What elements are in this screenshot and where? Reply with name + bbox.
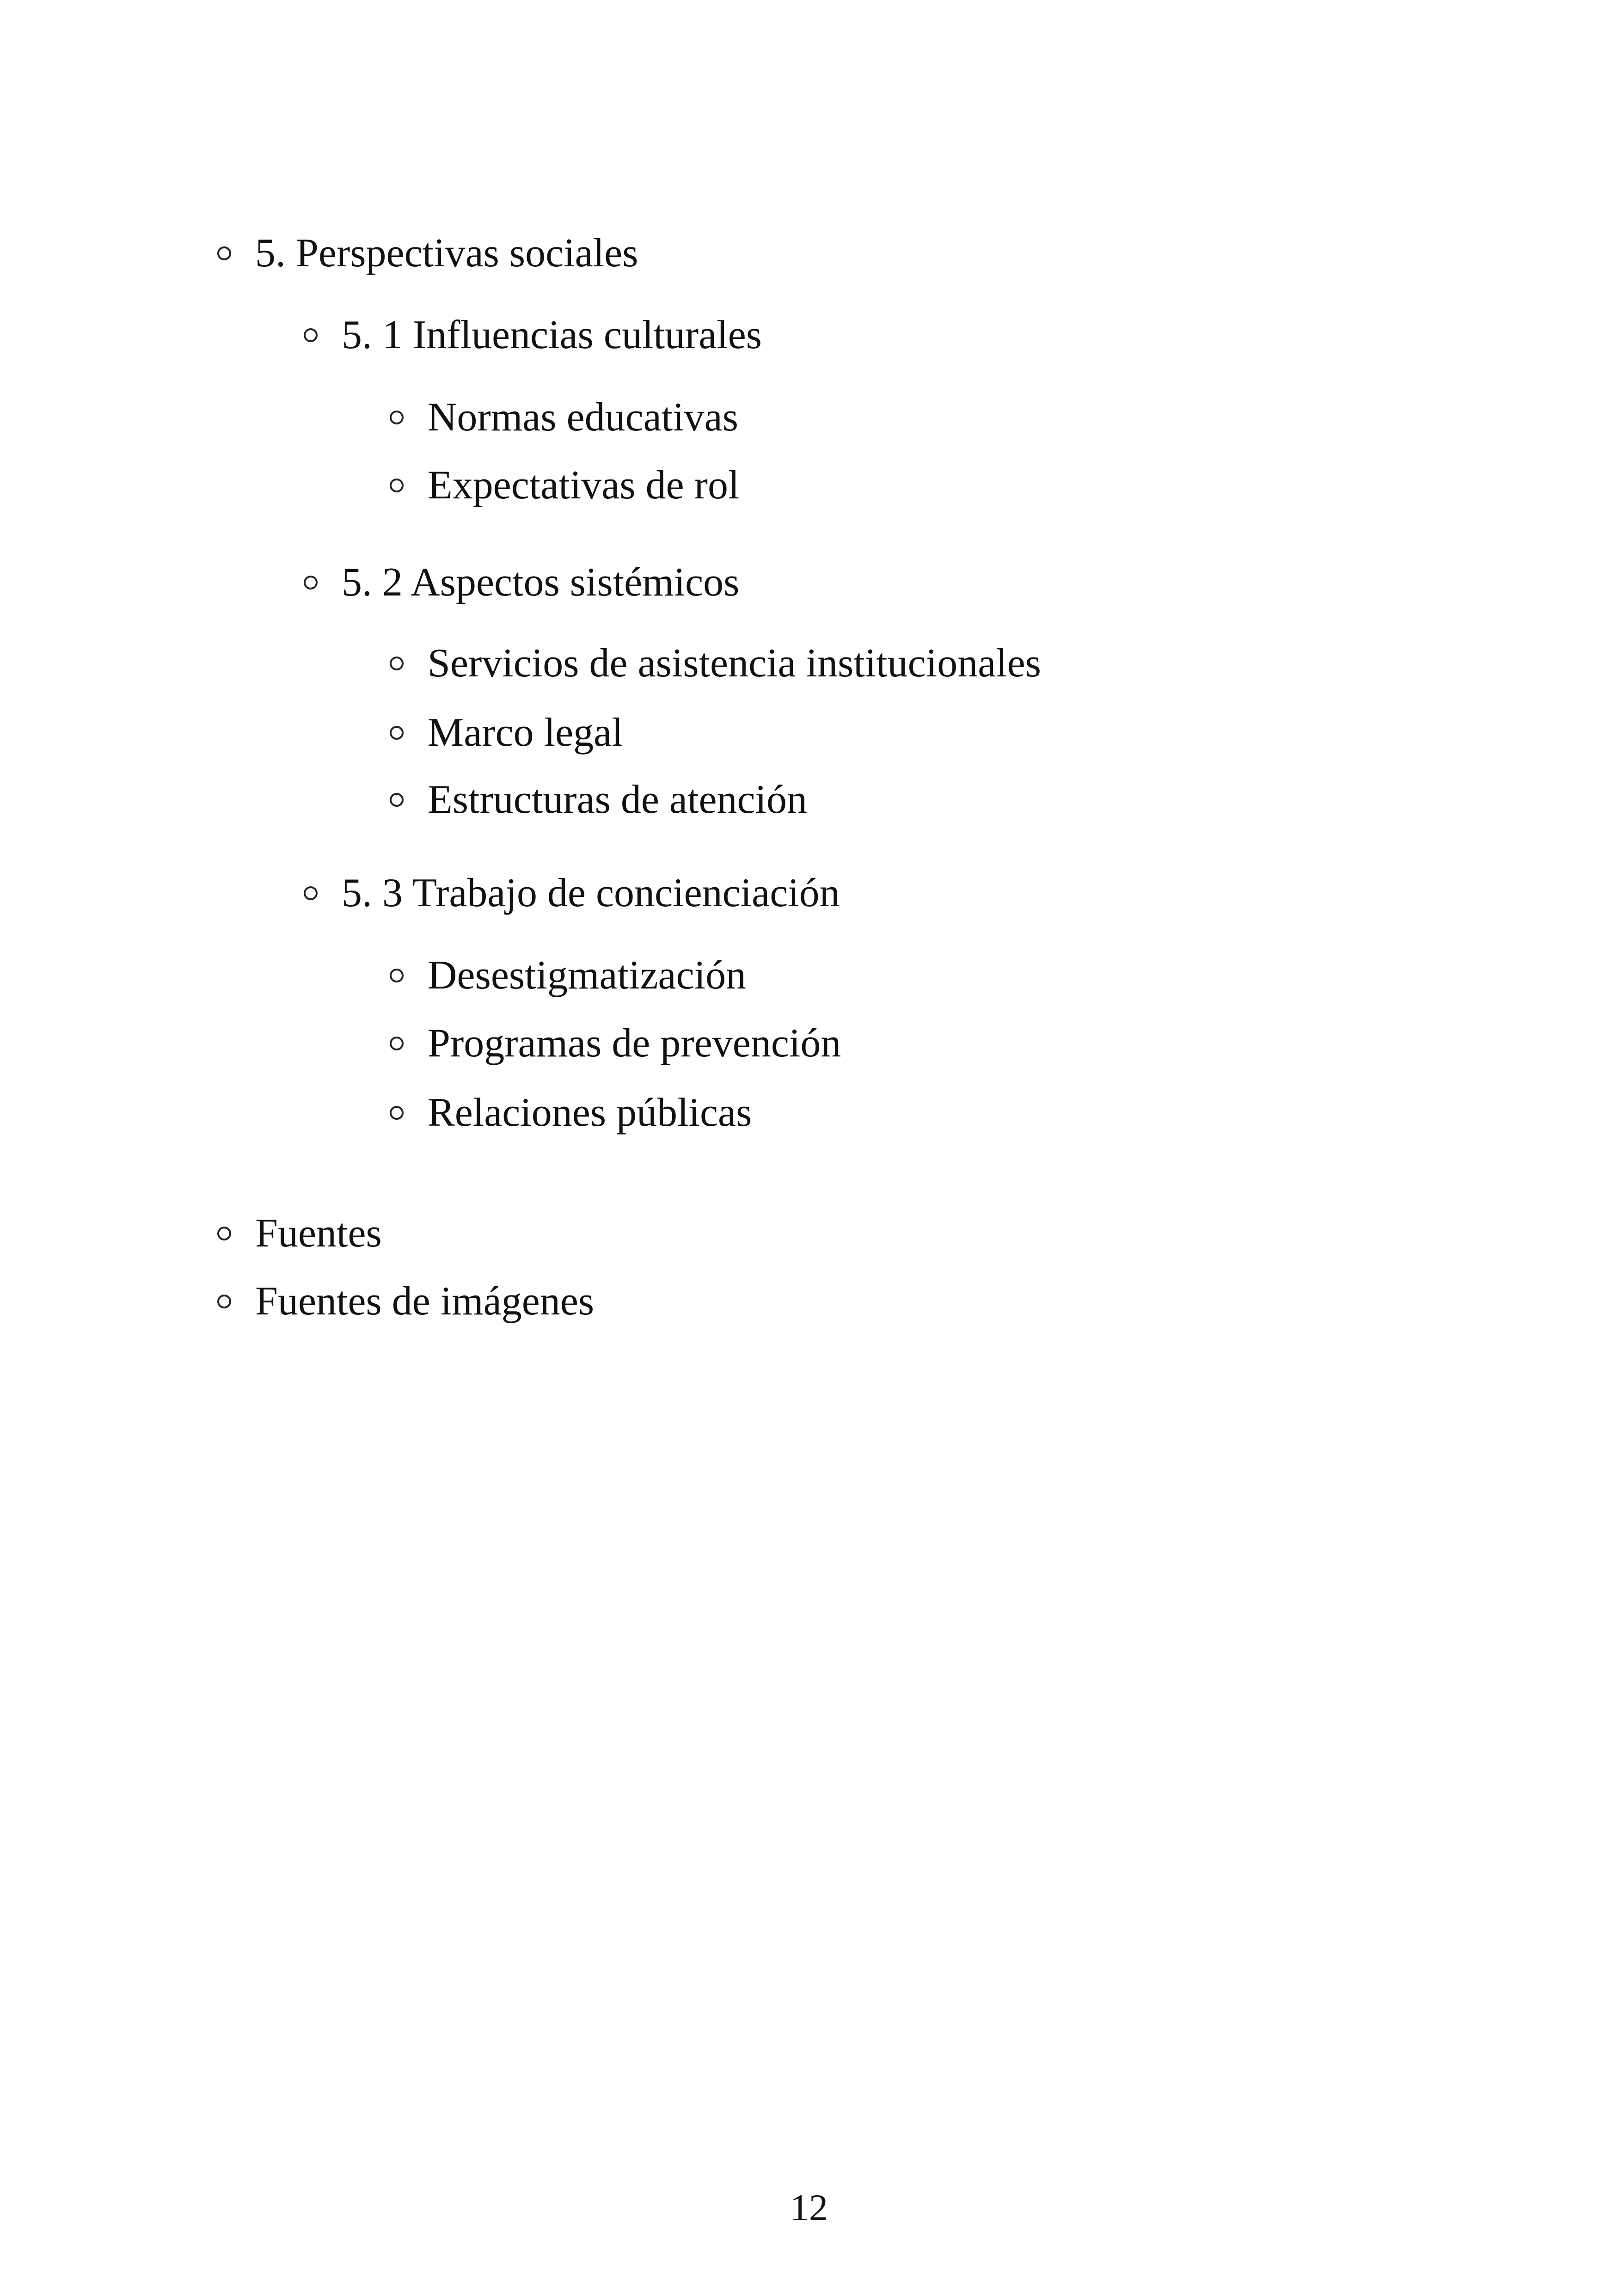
outline-item-perspectivas-sociales[interactable]	[217, 228, 638, 279]
circle-bullet-icon	[304, 576, 318, 589]
outline-item-label: Relaciones públicas	[428, 1090, 752, 1135]
outline-item-estructuras-de-atencion[interactable]	[390, 774, 807, 825]
circle-bullet-icon	[390, 726, 404, 740]
circle-bullet-icon	[304, 328, 318, 342]
outline-item-programas-de-prevencion[interactable]	[390, 1018, 841, 1069]
outline-item-relaciones-publicas[interactable]	[390, 1087, 752, 1138]
outline-item-normas-educativas[interactable]	[390, 392, 738, 443]
outline-item-trabajo-de-concienciacion[interactable]	[304, 868, 840, 919]
outline-item-aspectos-sistemicos[interactable]	[304, 557, 739, 608]
outline-item-label: 5. 3 Trabajo de concienciación	[342, 871, 840, 915]
circle-bullet-icon	[390, 793, 404, 807]
circle-bullet-icon	[390, 969, 404, 982]
outline-item-marco-legal[interactable]	[390, 707, 623, 758]
circle-bullet-icon	[390, 657, 404, 670]
outline-item-label: Fuentes de imágenes	[255, 1279, 594, 1324]
outline-item-label: Servicios de asistencia institucionales	[428, 641, 1042, 686]
outline-item-label: Normas educativas	[428, 395, 738, 440]
circle-bullet-icon	[217, 1227, 231, 1240]
circle-bullet-icon	[217, 246, 231, 260]
outline-item-expectativas-de-rol[interactable]	[390, 460, 739, 511]
circle-bullet-icon	[390, 1037, 404, 1050]
outline-item-fuentes[interactable]	[217, 1208, 382, 1259]
circle-bullet-icon	[390, 411, 404, 424]
outline-item-label: Marco legal	[428, 710, 623, 755]
outline-item-label: 5. 2 Aspectos sistémicos	[342, 560, 740, 605]
outline-item-label: Desestigmatización	[428, 953, 747, 998]
outline-item-label: Fuentes	[255, 1211, 382, 1256]
outline-item-label: 5. 1 Influencias culturales	[342, 313, 762, 357]
outline-item-influencias-culturales[interactable]	[304, 310, 762, 361]
circle-bullet-icon	[217, 1295, 231, 1308]
outline-item-desestigmatizacion[interactable]	[390, 950, 746, 1001]
outline-item-label: Expectativas de rol	[428, 463, 740, 508]
outline-item-label: Programas de prevención	[428, 1021, 841, 1066]
outline-item-servicios-de-asistencia[interactable]	[390, 638, 1041, 689]
circle-bullet-icon	[390, 479, 404, 492]
page-number: 12	[790, 2186, 828, 2228]
outline-item-fuentes-de-imagenes[interactable]	[217, 1276, 594, 1327]
circle-bullet-icon	[390, 1106, 404, 1120]
outline-item-label: 5. Perspectivas sociales	[255, 231, 638, 276]
circle-bullet-icon	[304, 886, 318, 900]
outline-item-label: Estructuras de atención	[428, 777, 808, 822]
